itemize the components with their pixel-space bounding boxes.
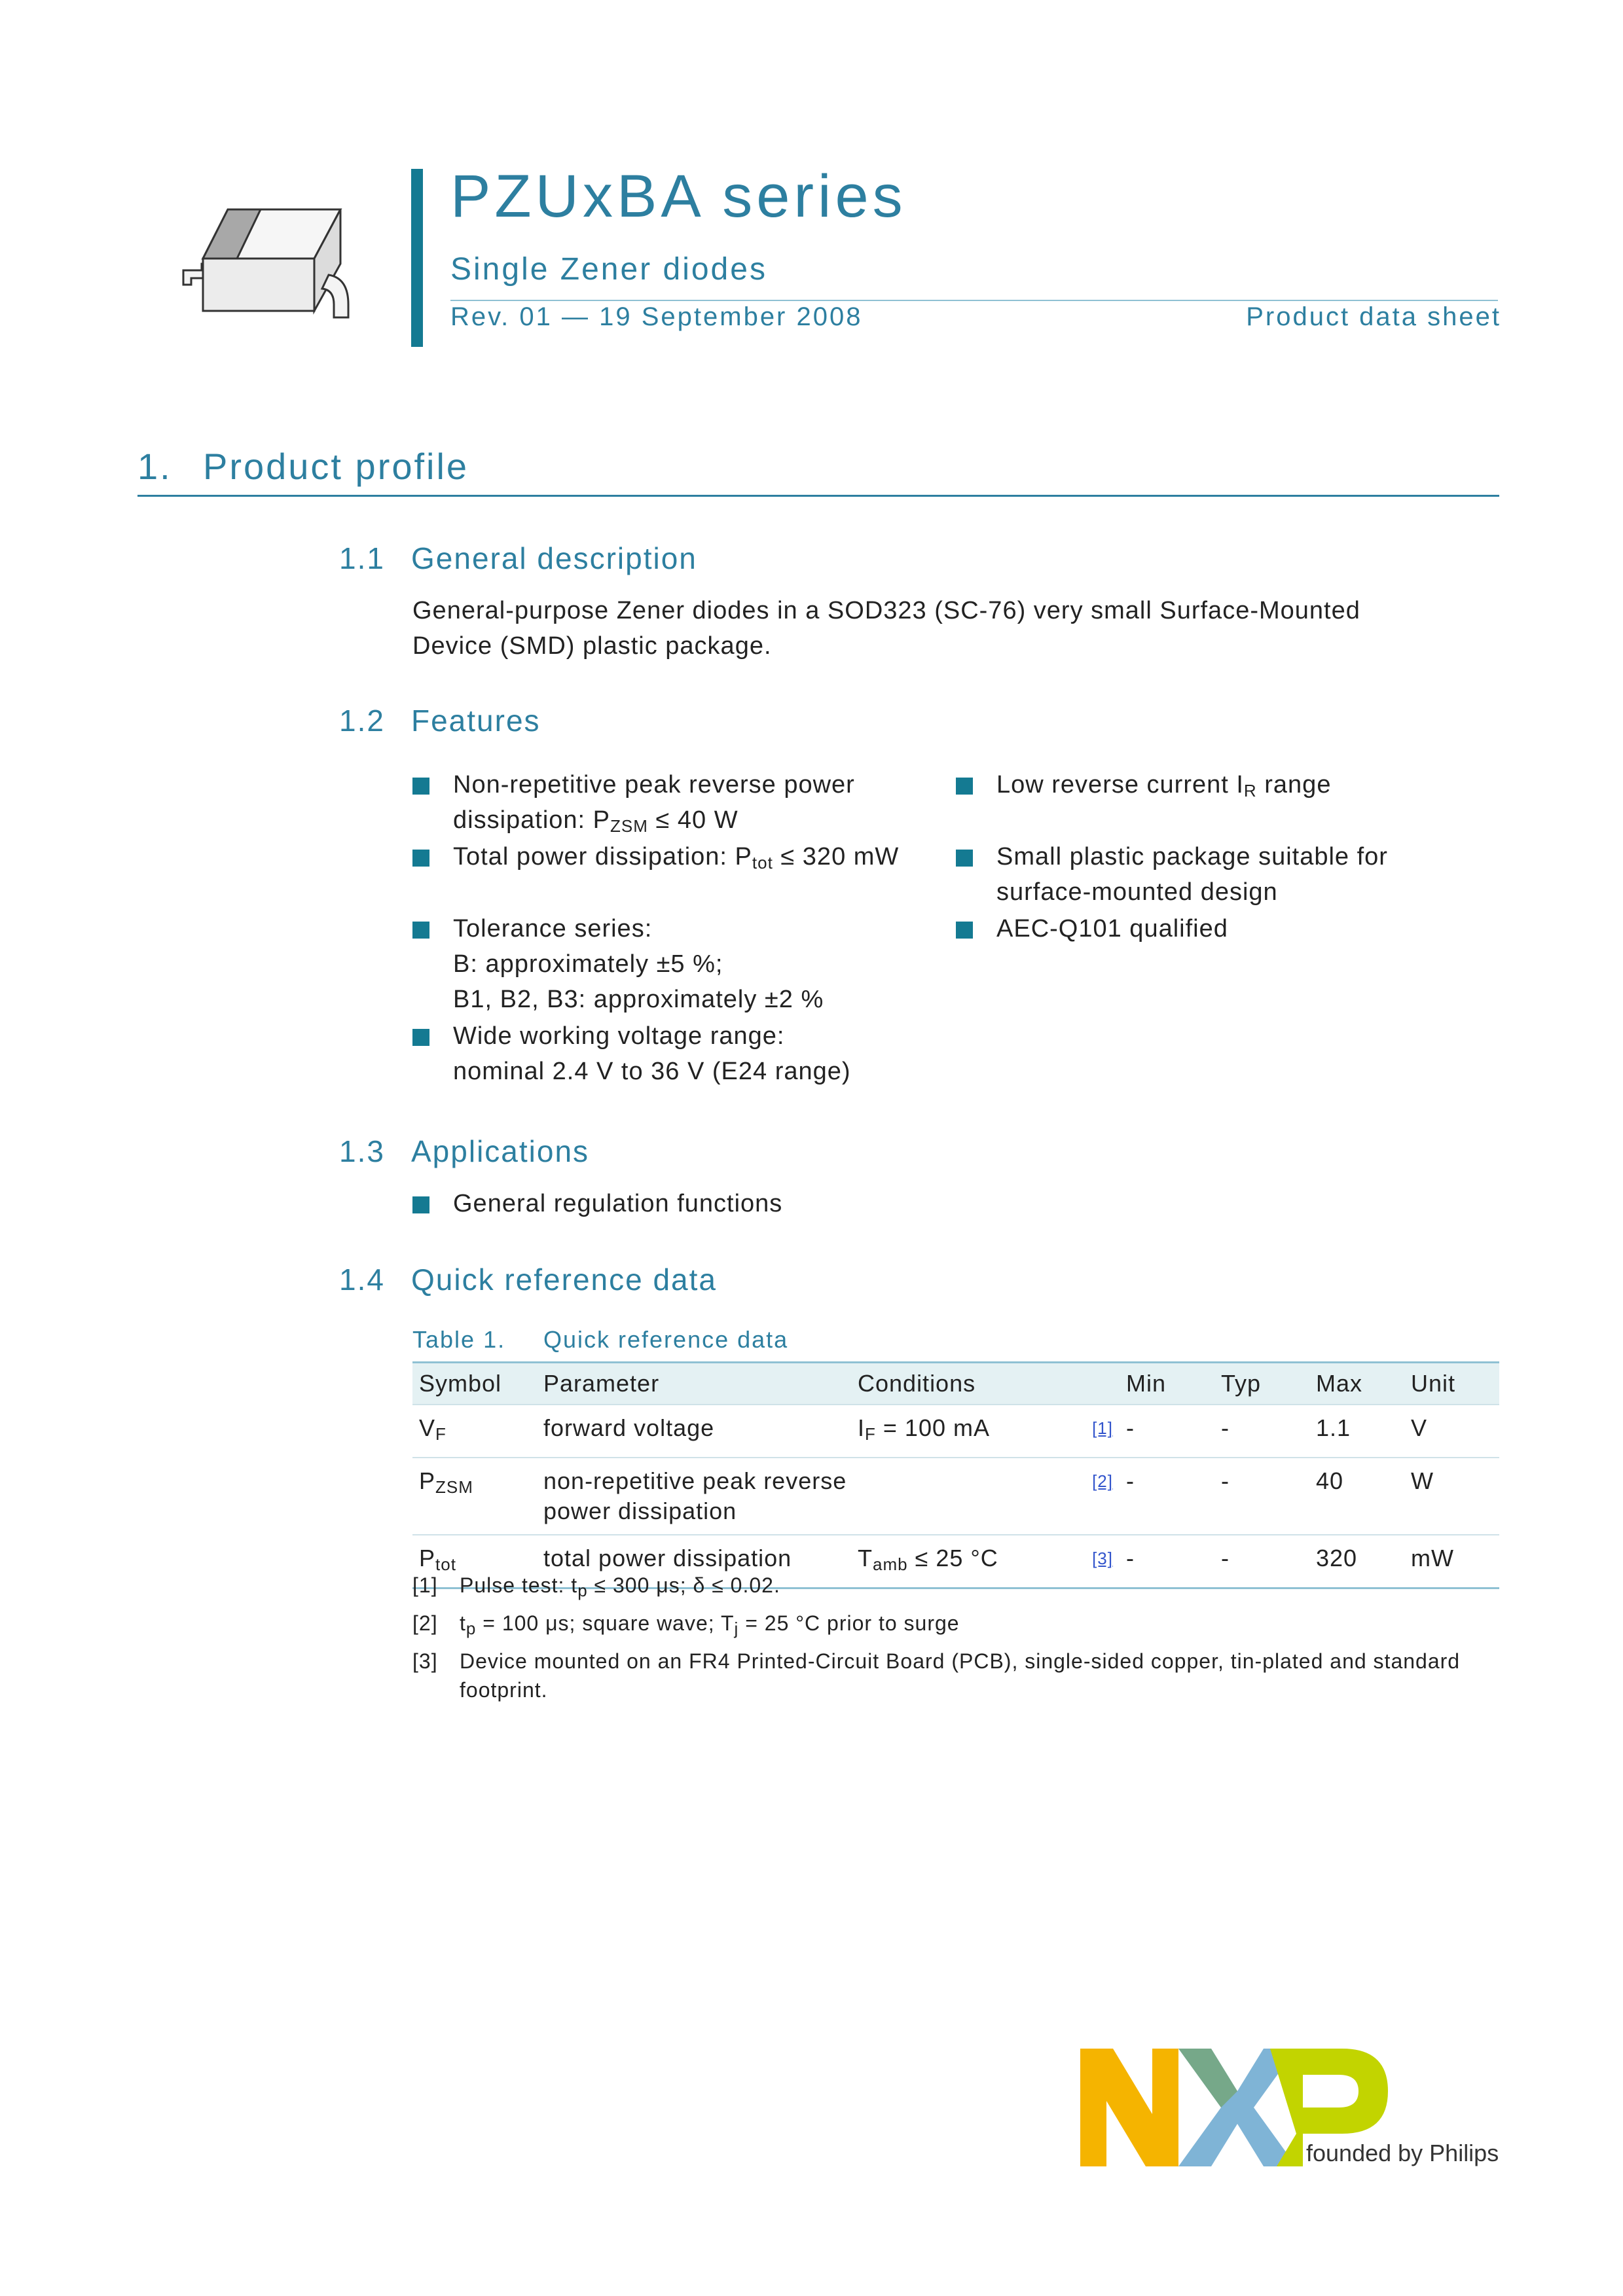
bullet-square-icon [412, 1029, 429, 1046]
typ-cell: - [1214, 1535, 1309, 1588]
table-footnote [412, 1647, 1499, 1712]
footnote-label: [2] [412, 1611, 438, 1635]
description-line: General-purpose Zener diodes in a SOD323 (SC-76) very small Surface-Mounted [412, 597, 1360, 624]
footnote-text: Pulse test: $t_p \le 300$ μs; δ ≤ 0.02. [460, 1573, 780, 1600]
column-header: Max [1309, 1363, 1404, 1405]
bullet-square-icon [412, 1196, 429, 1213]
bullet-square-icon [412, 778, 429, 795]
subsection-number: 1.3 [339, 1134, 385, 1168]
column-header: Typ [1214, 1363, 1309, 1405]
max-cell: 1.1 [1309, 1405, 1404, 1458]
feature-text: Total power dissipation: $P_{tot} \le 320$ mW [453, 843, 900, 872]
feature-text: Wide working voltage range: [453, 1022, 785, 1050]
conditions-cell [851, 1458, 1080, 1535]
footnote-ref-link[interactable]: [2] [1080, 1458, 1120, 1535]
feature-text: dissipation: $P_{ZSM} \le 40$ W [453, 806, 739, 836]
bullet-square-icon [956, 778, 973, 795]
header-divider [450, 300, 1498, 301]
table-footnote [412, 1609, 1499, 1641]
parameter-cell: non-repetitive peak reverse power dissipation [537, 1458, 851, 1535]
bullet-square-icon [412, 850, 429, 867]
column-header: Conditions [851, 1363, 1080, 1405]
conditions-cell: $I_F = 100$ mA [851, 1405, 1080, 1458]
footnote-ref-link[interactable]: [3] [1080, 1535, 1120, 1588]
bullet-square-icon [412, 922, 429, 939]
subsection-heading-general-description [339, 541, 697, 576]
feature-text: Tolerance series: [453, 915, 653, 942]
revision-date: Rev. 01 — 19 September 2008 [450, 302, 863, 331]
section-heading-product-profile [137, 445, 469, 488]
min-cell: - [1120, 1535, 1214, 1588]
document-subtitle: Single Zener diodes [450, 252, 767, 287]
bullet-square-icon [956, 922, 973, 939]
subsection-title: General description [411, 541, 697, 575]
table-title: Quick reference data [543, 1326, 789, 1353]
unit-cell: mW [1404, 1535, 1499, 1588]
general-description-text [412, 593, 1360, 664]
feature-text: B1, B2, B3: approximately ±2 % [453, 986, 824, 1013]
nxp-logo [1080, 2042, 1499, 2173]
typ-cell: - [1214, 1405, 1309, 1458]
min-cell: - [1120, 1405, 1214, 1458]
document-type: Product data sheet [1246, 302, 1501, 331]
footnote-text: $t_p = 100$ μs; square wave; $T_j = 25$ °C prior to surge [460, 1611, 960, 1638]
table-header-row [412, 1363, 1499, 1405]
logo-tagline: founded by Philips [1306, 2140, 1499, 2166]
typ-cell: - [1214, 1458, 1309, 1535]
quick-reference-table [412, 1361, 1499, 1589]
feature-text: B: approximately ±5 %; [453, 950, 723, 978]
subsection-heading-features [339, 703, 541, 738]
subsection-title: Quick reference data [411, 1263, 718, 1297]
description-line: Device (SMD) plastic package. [412, 632, 772, 660]
table-label: Table 1. [412, 1326, 506, 1353]
section-number: 1. [137, 446, 172, 487]
symbol-cell: $P_{tot}$ [412, 1535, 537, 1588]
unit-cell: V [1404, 1405, 1499, 1458]
max-cell: 40 [1309, 1458, 1404, 1535]
subsection-title: Applications [411, 1134, 590, 1168]
symbol-cell: $V_F$ [412, 1405, 537, 1458]
column-header: Min [1120, 1363, 1214, 1405]
subsection-number: 1.4 [339, 1263, 385, 1297]
feature-text: Low reverse current $I_R$ range [996, 771, 1332, 800]
section-divider [137, 495, 1499, 497]
column-header: Parameter [537, 1363, 851, 1405]
unit-cell: W [1404, 1458, 1499, 1535]
min-cell: - [1120, 1458, 1214, 1535]
max-cell: 320 [1309, 1535, 1404, 1588]
table-footnote [412, 1571, 1499, 1604]
table-caption [412, 1326, 788, 1354]
application-text: General regulation functions [453, 1190, 783, 1217]
header-accent-bar [411, 169, 423, 347]
footnote-text: Device mounted on an FR4 Printed-Circuit Board (PCB), single-sided copper, tin-plated and standard footprint. [460, 1649, 1461, 1702]
bullet-square-icon [956, 850, 973, 867]
footnote-ref-link[interactable]: [1] [1080, 1405, 1120, 1458]
sod323-package-illustration [177, 187, 360, 324]
table-row [412, 1458, 1499, 1535]
feature-text: AEC-Q101 qualified [996, 915, 1228, 942]
footnote-label: [1] [412, 1573, 438, 1597]
section-title: Product profile [203, 446, 469, 487]
feature-text: Small plastic package suitable for [996, 843, 1388, 870]
column-header: Unit [1404, 1363, 1499, 1405]
table-row [412, 1405, 1499, 1458]
subsection-heading-applications [339, 1134, 589, 1169]
document-title: PZUxBA series [450, 163, 907, 230]
column-header: Symbol [412, 1363, 537, 1405]
subsection-title: Features [411, 704, 541, 738]
subsection-heading-quick-reference [339, 1262, 717, 1297]
footnote-label: [3] [412, 1649, 438, 1673]
symbol-cell: $P_{ZSM}$ [412, 1458, 537, 1535]
subsection-number: 1.1 [339, 541, 385, 575]
parameter-cell: total power dissipation [537, 1535, 851, 1588]
parameter-cell: forward voltage [537, 1405, 851, 1458]
feature-text: surface-mounted design [996, 878, 1278, 906]
subsection-number: 1.2 [339, 704, 385, 738]
conditions-cell: $T_{amb} \le 25$ °C [851, 1535, 1080, 1588]
feature-text: Non-repetitive peak reverse power [453, 771, 855, 798]
feature-text: nominal 2.4 V to 36 V (E24 range) [453, 1058, 851, 1085]
